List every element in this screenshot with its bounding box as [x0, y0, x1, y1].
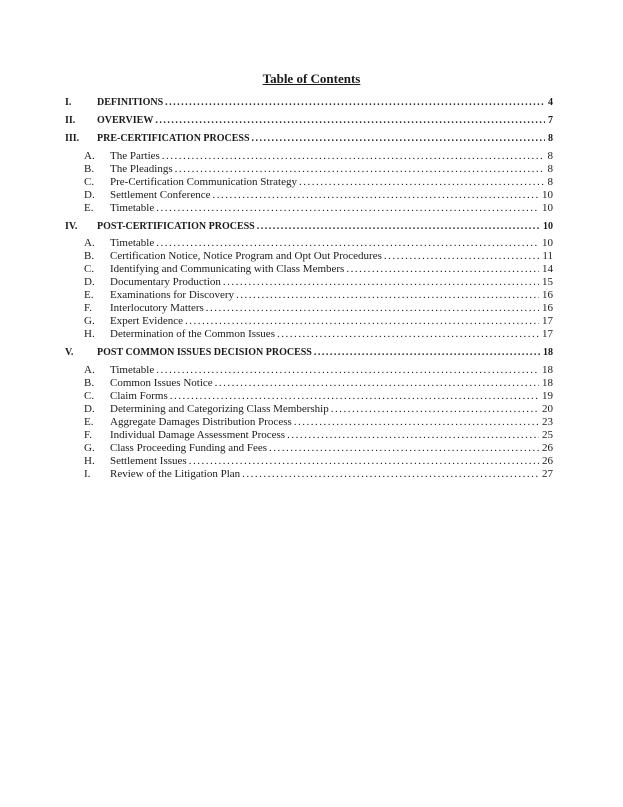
toc-entry-title: Examinations for Discovery	[110, 289, 235, 301]
toc-dot-leader	[314, 346, 540, 359]
toc-entry-number: A.	[84, 363, 95, 376]
toc-entry-number: I.	[84, 467, 91, 480]
toc-entry-number: B.	[84, 250, 95, 262]
toc-entry-title: POST COMMON ISSUES DECISION PROCESS	[97, 347, 312, 358]
toc-dot-leader	[294, 416, 539, 429]
toc-entry[interactable]	[65, 96, 553, 109]
toc-entry-title: Documentary Production	[110, 276, 221, 288]
toc-entry-number: C.	[84, 389, 95, 402]
toc-entry[interactable]	[65, 364, 553, 377]
page-title: Table of Contents	[262, 71, 361, 86]
toc-entry-number: B.	[84, 162, 95, 175]
toc-entry-page: 8	[547, 162, 553, 175]
toc-entry-page: 8	[547, 149, 553, 162]
toc-entry-page: 10	[542, 201, 553, 214]
toc-entry[interactable]	[65, 403, 553, 416]
toc-entry-title: Determining and Categorizing Class Membership	[110, 402, 329, 415]
toc-dot-leader	[252, 132, 545, 145]
toc-entry-page: 26	[542, 441, 553, 454]
toc-dot-leader	[257, 220, 540, 233]
toc-entry-title: Common Issues Notice	[110, 376, 213, 389]
toc-entry-number: D.	[84, 402, 95, 415]
toc-entry-page: 27	[542, 467, 553, 480]
toc-entry[interactable]	[65, 468, 553, 481]
toc-entry[interactable]	[65, 202, 553, 215]
toc-entry[interactable]	[65, 429, 553, 442]
toc-entry[interactable]	[65, 276, 553, 289]
toc-entry-title: POST-CERTIFICATION PROCESS	[97, 220, 255, 232]
toc-dot-leader	[156, 364, 539, 377]
toc-entry-page: 8	[547, 175, 553, 188]
toc-entry-number: E.	[84, 201, 94, 214]
toc-dot-leader	[215, 377, 539, 390]
toc-entry-title: The Parties	[110, 149, 160, 162]
toc-entry-page: 18	[543, 347, 553, 358]
toc-entry-number: F.	[84, 428, 92, 441]
toc-dot-leader	[170, 390, 539, 403]
toc-entry[interactable]	[65, 416, 553, 429]
toc-entry[interactable]	[65, 302, 553, 315]
toc-entry-number: C.	[84, 263, 95, 275]
toc-entry[interactable]	[65, 289, 553, 302]
toc-entry-title: Pre-Certification Communication Strategy	[110, 175, 297, 188]
toc-entry-page: 7	[548, 115, 553, 126]
toc-entry-title: Settlement Issues	[110, 454, 187, 467]
toc-entry[interactable]	[65, 377, 553, 390]
toc-entry-number: E.	[84, 415, 94, 428]
toc-dot-leader	[346, 263, 539, 276]
toc-entry[interactable]	[65, 346, 553, 359]
toc-entry-title: PRE-CERTIFICATION PROCESS	[97, 133, 250, 144]
toc-entry-page: 15	[542, 276, 553, 288]
toc-entry-number: IV.	[65, 220, 78, 232]
toc-entry-number: G.	[84, 315, 95, 327]
toc-entry-title: Timetable	[110, 237, 155, 249]
toc-entry-number: A.	[84, 237, 95, 249]
toc-entry-page: 10	[542, 237, 553, 249]
toc-entry-page: 18	[542, 376, 553, 389]
toc-entry-number: C.	[84, 175, 95, 188]
toc-entry-page: 4	[548, 97, 553, 108]
toc-entry-title: Certification Notice, Notice Program and Opt Out Procedures	[110, 250, 382, 262]
toc-entry[interactable]	[65, 150, 553, 163]
toc-entry-number: II.	[65, 115, 76, 126]
toc-entry-number: I.	[65, 97, 72, 108]
toc-entry-title: Review of the Litigation Plan	[110, 467, 241, 480]
toc-dot-leader	[384, 250, 540, 263]
toc-entry-title: DEFINITIONS	[97, 97, 164, 108]
toc-dot-leader	[156, 237, 539, 250]
toc-dot-leader	[299, 176, 545, 189]
toc-entry-page: 17	[542, 315, 553, 327]
toc-entry[interactable]	[65, 220, 553, 233]
toc-entry-number: G.	[84, 441, 95, 454]
toc-entry-title: Class Proceeding Funding and Fees	[110, 441, 268, 454]
toc-entry-number: D.	[84, 276, 95, 288]
toc-entry-page: 17	[542, 328, 553, 340]
toc-dot-leader	[331, 403, 539, 416]
toc-entry-page: 16	[542, 289, 553, 301]
toc-dot-leader	[162, 150, 545, 163]
toc-dot-leader	[236, 289, 539, 302]
toc-entry-number: H.	[84, 454, 95, 467]
toc-dot-leader	[287, 429, 539, 442]
toc-entry-page: 18	[542, 363, 553, 376]
toc-entry-number: V.	[65, 347, 74, 358]
toc-dot-leader	[206, 302, 539, 315]
toc-entry-number: E.	[84, 289, 94, 301]
toc-entry-page: 26	[542, 454, 553, 467]
toc-entry[interactable]	[65, 263, 553, 276]
toc-dot-leader	[185, 315, 539, 328]
toc-entry-title: Aggregate Damages Distribution Process	[110, 415, 292, 428]
toc-entry-page: 10	[542, 188, 553, 201]
toc-dot-leader	[156, 202, 539, 215]
toc-entry[interactable]	[65, 328, 553, 341]
toc-entry-page: 8	[548, 133, 553, 144]
toc-entry[interactable]	[65, 237, 553, 250]
toc-dot-leader	[269, 442, 539, 455]
toc-entry-title: Interlocutory Matters	[110, 302, 204, 314]
toc-entry-title: OVERVIEW	[97, 115, 154, 126]
toc-entry-number: F.	[84, 302, 92, 314]
toc-entry[interactable]	[65, 250, 553, 263]
toc-dot-leader	[223, 276, 539, 289]
toc-entry-number: A.	[84, 149, 95, 162]
toc-dot-leader	[175, 163, 545, 176]
toc-entry-number: H.	[84, 328, 95, 340]
toc-dot-leader	[213, 189, 540, 202]
toc-entry-number: D.	[84, 188, 95, 201]
toc-entry-page: 19	[542, 389, 553, 402]
toc-entry[interactable]	[65, 390, 553, 403]
toc-entry-title: The Pleadings	[110, 162, 173, 175]
toc-entry-title: Timetable	[110, 363, 155, 376]
toc-entry[interactable]	[65, 132, 553, 145]
toc-entry-page: 11	[542, 250, 553, 262]
toc-entry[interactable]	[65, 315, 553, 328]
toc-entry-page: 25	[542, 428, 553, 441]
toc-entry[interactable]	[65, 455, 553, 468]
toc-entry[interactable]	[65, 176, 553, 189]
toc-entry-title: Determination of the Common Issues	[110, 328, 275, 340]
toc-entry-title: Expert Evidence	[110, 315, 183, 327]
toc-entry-page: 20	[542, 402, 553, 415]
toc-entry-title: Settlement Conference	[110, 188, 211, 201]
toc-entry-title: Individual Damage Assessment Process	[110, 428, 286, 441]
toc-entry-page: 23	[542, 415, 553, 428]
toc-dot-leader	[155, 114, 545, 127]
toc-list	[65, 91, 553, 481]
toc-entry-page: 14	[542, 263, 553, 275]
toc-entry-number: III.	[65, 133, 80, 144]
toc-dot-leader	[277, 328, 539, 341]
toc-entry[interactable]	[65, 442, 553, 455]
toc-entry-title: Identifying and Communicating with Class Members	[110, 263, 345, 275]
toc-entry[interactable]	[65, 163, 553, 176]
toc-entry[interactable]	[65, 114, 553, 127]
toc-entry-title: Claim Forms	[110, 389, 168, 402]
toc-entry-page: 10	[543, 220, 553, 232]
toc-entry-page: 16	[542, 302, 553, 314]
toc-dot-leader	[189, 455, 539, 468]
toc-entry[interactable]	[65, 189, 553, 202]
toc-dot-leader	[242, 468, 539, 481]
toc-entry-number: B.	[84, 376, 95, 389]
toc-dot-leader	[165, 96, 545, 109]
toc-entry-title: Timetable	[110, 201, 155, 214]
